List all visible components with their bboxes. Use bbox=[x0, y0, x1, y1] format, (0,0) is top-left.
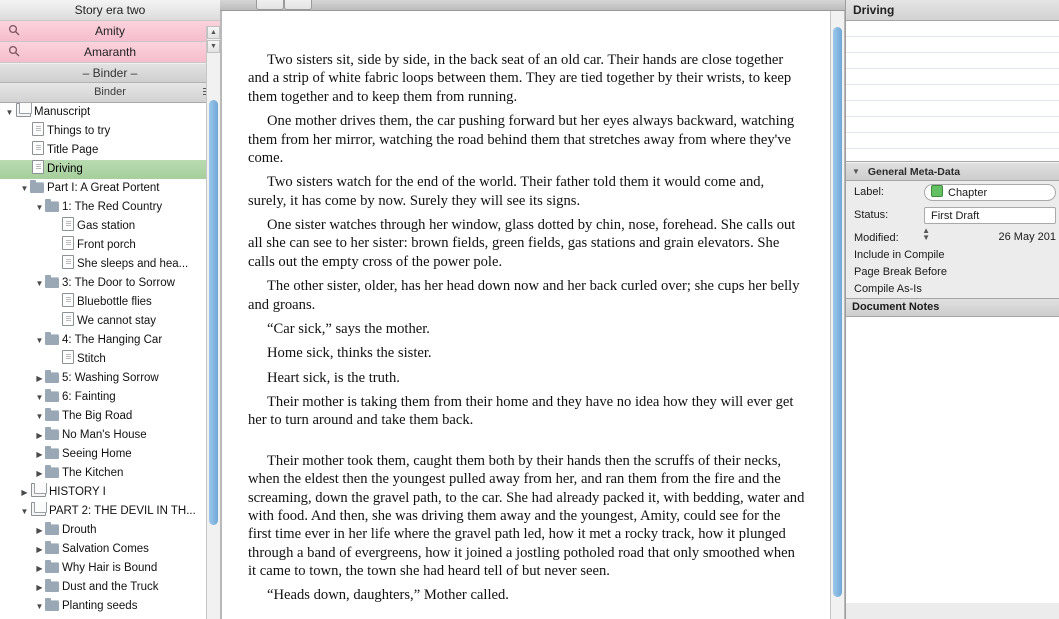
binder-item[interactable] bbox=[0, 179, 206, 198]
binder-item-label: 4: The Hanging Car bbox=[62, 334, 163, 346]
synopsis-field[interactable] bbox=[846, 21, 1059, 162]
manuscript-text[interactable] bbox=[222, 11, 831, 605]
binder-item[interactable] bbox=[0, 217, 206, 236]
disclosure-triangle-down-icon[interactable]: ▼ bbox=[35, 412, 44, 421]
folder-icon bbox=[45, 372, 59, 383]
binder-item-label: Seeing Home bbox=[62, 448, 132, 460]
document-notes-field[interactable] bbox=[846, 317, 1059, 603]
disclosure-spacer bbox=[19, 122, 30, 141]
doc-icon bbox=[32, 122, 44, 136]
binder-item[interactable] bbox=[0, 559, 206, 578]
disclosure-triangle-right-icon[interactable]: ▶ bbox=[36, 431, 43, 440]
disclosure-spacer bbox=[49, 236, 60, 255]
editor-pane bbox=[220, 0, 845, 619]
editor-view-button[interactable] bbox=[284, 0, 312, 10]
folder-icon bbox=[45, 581, 59, 592]
disclosure-spacer bbox=[49, 312, 60, 331]
doc-icon bbox=[62, 255, 74, 269]
disclosure-spacer bbox=[49, 350, 60, 369]
disclosure-triangle-right-icon[interactable]: ▶ bbox=[36, 564, 43, 573]
binder-item[interactable] bbox=[0, 540, 206, 559]
doc-icon bbox=[62, 236, 74, 250]
compile-as-is-label: Compile As-Is bbox=[854, 283, 922, 295]
disclosure-triangle-right-icon[interactable]: ▶ bbox=[21, 488, 28, 497]
binder-item[interactable] bbox=[0, 103, 206, 122]
editor-header-bar bbox=[220, 0, 845, 11]
binder-item[interactable] bbox=[0, 274, 206, 293]
disclosure-triangle-down-icon[interactable]: ▼ bbox=[35, 279, 44, 288]
status-field-label: Status: bbox=[854, 209, 889, 221]
binder-item-label: Driving bbox=[47, 163, 83, 175]
binder-header bbox=[0, 83, 220, 103]
collection-label: Amity bbox=[95, 24, 125, 38]
folder-icon bbox=[30, 182, 44, 193]
doc-icon bbox=[32, 160, 44, 174]
binder-item[interactable] bbox=[0, 483, 206, 502]
collection-row-story-era-two[interactable] bbox=[0, 0, 220, 21]
binder-item-label: Bluebottle flies bbox=[77, 296, 152, 308]
binder-item-label: Drouth bbox=[62, 524, 97, 536]
binder-item[interactable] bbox=[0, 312, 206, 331]
disclosure-triangle-icon[interactable]: ▼ bbox=[852, 167, 860, 176]
doc-icon bbox=[62, 293, 74, 307]
label-value-dropdown[interactable] bbox=[924, 184, 1056, 201]
binder-item[interactable] bbox=[0, 445, 206, 464]
editor-scrollbar[interactable] bbox=[830, 11, 844, 619]
binder-divider-label: – Binder – bbox=[82, 66, 138, 80]
include-in-compile-label: Include in Compile bbox=[854, 249, 945, 261]
general-metadata-header[interactable] bbox=[846, 162, 1059, 181]
binder-item[interactable] bbox=[0, 369, 206, 388]
disclosure-triangle-down-icon[interactable]: ▼ bbox=[35, 336, 44, 345]
disclosure-triangle-down-icon[interactable]: ▼ bbox=[5, 108, 14, 117]
editor-page[interactable] bbox=[222, 11, 831, 619]
folder-icon bbox=[45, 600, 59, 611]
binder-divider[interactable] bbox=[0, 63, 220, 83]
page-break-before-checkbox[interactable] bbox=[846, 264, 1059, 281]
binder-item-label: HISTORY I bbox=[49, 486, 106, 498]
binder-item-label: 5: Washing Sorrow bbox=[62, 372, 159, 384]
binder-item[interactable] bbox=[0, 198, 206, 217]
general-metadata-label: General Meta-Data bbox=[867, 166, 961, 178]
scroll-up-arrow[interactable]: ▲ bbox=[207, 26, 220, 39]
binder-item-label: Salvation Comes bbox=[62, 543, 149, 555]
compile-as-is-checkbox[interactable] bbox=[846, 281, 1059, 298]
binder-item-label: 6: Fainting bbox=[62, 391, 116, 403]
doc-icon bbox=[62, 312, 74, 326]
disclosure-triangle-right-icon[interactable]: ▶ bbox=[36, 469, 43, 478]
disclosure-spacer bbox=[49, 217, 60, 236]
binder-item-label: 1: The Red Country bbox=[62, 201, 163, 213]
page-break-before-label: Page Break Before bbox=[854, 266, 947, 278]
disclosure-triangle-down-icon[interactable]: ▼ bbox=[20, 184, 29, 193]
collection-label: Story era two bbox=[74, 3, 146, 17]
collection-row-amity[interactable] bbox=[0, 21, 220, 42]
binder-item-label: We cannot stay bbox=[77, 315, 157, 327]
doc-icon bbox=[62, 350, 74, 364]
paragraph: The other sister, older, has her head down now and her back curled over; she cups her belly and groans. bbox=[248, 278, 800, 313]
binder-item-label: Part I: A Great Portent bbox=[47, 182, 160, 194]
folder-icon bbox=[45, 429, 59, 440]
binder-item[interactable] bbox=[0, 578, 206, 597]
editor-scroll-thumb[interactable] bbox=[833, 27, 842, 597]
binder-item-label: Why Hair is Bound bbox=[62, 562, 158, 574]
binder-item-label: 3: The Door to Sorrow bbox=[62, 277, 175, 289]
paragraph: One mother drives them, the car pushing forward but her eyes always backward, watching them from her mirror, watching the road behind them that stretches away from where they've come. bbox=[248, 113, 795, 166]
include-in-compile-checkbox[interactable] bbox=[846, 247, 1059, 264]
disclosure-triangle-right-icon[interactable]: ▶ bbox=[36, 526, 43, 535]
folder-icon bbox=[45, 410, 59, 421]
collection-label: Amaranth bbox=[83, 45, 137, 59]
stack-icon bbox=[31, 483, 46, 497]
paragraph: Their mother is taking them from their home and they have no idea how they will ever get her to turn around and take them back. bbox=[248, 394, 794, 429]
disclosure-spacer bbox=[19, 160, 30, 179]
doc-icon bbox=[32, 141, 44, 155]
stack-icon bbox=[16, 103, 31, 117]
binder-item[interactable] bbox=[0, 160, 206, 179]
folder-icon bbox=[45, 277, 59, 288]
sidebar-scrollbar[interactable] bbox=[206, 26, 220, 619]
binder-item[interactable] bbox=[0, 141, 206, 160]
search-icon bbox=[8, 24, 21, 37]
scroll-down-arrow[interactable]: ▼ bbox=[207, 40, 220, 53]
binder-header-label: Binder bbox=[94, 86, 126, 98]
binder-item-label: Gas station bbox=[77, 220, 136, 232]
disclosure-spacer bbox=[49, 293, 60, 312]
binder-item[interactable] bbox=[0, 293, 206, 312]
binder-item-label: Things to try bbox=[47, 125, 111, 137]
disclosure-triangle-right-icon[interactable]: ▶ bbox=[36, 450, 43, 459]
paragraph: Two sisters sit, side by side, in the back seat of an old car. Their hands are close together and a strip of white fabric loops between them. They are tied together by their wrists, to keep them together and to keep them from running. bbox=[248, 52, 792, 105]
binder-sidebar bbox=[0, 0, 220, 619]
disclosure-spacer bbox=[49, 255, 60, 274]
folder-icon bbox=[45, 524, 59, 535]
paragraph: Their mother took them, caught them both by their hands then the scruffs of their necks, when the eldest then the youngest pulled away from her, and ran them from the fire and the screaming, down the gravel path, to the car. She had already packed it, with bedding, water and with food. And then, she was driving them away and the youngest, Amity, could see for the first time ever in her life where the gravel path led, how it met a rocky track, how it plunged through a band of evergreens, how it joined a jostling potholed road that only smoothed when it came to town, the town she had heard tell of but never seen. bbox=[248, 452, 805, 579]
binder-item-label: PART 2: THE DEVIL IN TH... bbox=[49, 505, 196, 517]
disclosure-triangle-right-icon[interactable]: ▶ bbox=[36, 374, 43, 383]
document-notes-label: Document Notes bbox=[852, 301, 940, 313]
paragraph: “Heads down, daughters,” Mother called. bbox=[267, 587, 509, 604]
folder-icon bbox=[45, 201, 59, 212]
disclosure-triangle-down-icon[interactable]: ▼ bbox=[35, 393, 44, 402]
folder-icon bbox=[45, 562, 59, 573]
binder-item[interactable] bbox=[0, 331, 206, 350]
status-value: First Draft bbox=[931, 210, 980, 222]
label-field-label: Label: bbox=[854, 186, 884, 198]
status-value-dropdown[interactable] bbox=[924, 207, 1056, 224]
inspector-pane bbox=[845, 0, 1059, 619]
paragraph: “Car sick,” says the mother. bbox=[267, 320, 430, 337]
disclosure-spacer bbox=[19, 141, 30, 160]
binder-item-label: Planting seeds bbox=[62, 600, 138, 612]
folder-icon bbox=[45, 334, 59, 345]
binder-item-label: Dust and the Truck bbox=[62, 581, 159, 593]
label-color-swatch bbox=[931, 185, 943, 197]
binder-item-label: Stitch bbox=[77, 353, 106, 365]
binder-item[interactable] bbox=[0, 521, 206, 540]
search-icon bbox=[8, 45, 21, 58]
paragraph: One sister watches through her window, glass dotted by chin, nose, forehead. She calls out all she can see to her sister: brown fields, green fields, gas stations and grain elevators. She calls out the empty cross of the power pole. bbox=[248, 217, 796, 270]
binder-item-label: She sleeps and hea... bbox=[77, 258, 189, 270]
modified-row bbox=[846, 227, 1059, 247]
binder-item-label: Manuscript bbox=[34, 106, 91, 118]
binder-item[interactable] bbox=[0, 464, 206, 483]
label-value: Chapter bbox=[948, 187, 988, 199]
modified-value: 26 May 201 bbox=[998, 231, 1056, 243]
binder-item[interactable] bbox=[0, 236, 206, 255]
folder-icon bbox=[45, 391, 59, 402]
doc-icon bbox=[62, 217, 74, 231]
disclosure-triangle-right-icon[interactable]: ▶ bbox=[36, 545, 43, 554]
sidebar-scroll-thumb[interactable] bbox=[209, 100, 218, 525]
paragraph: Heart sick, is the truth. bbox=[267, 369, 400, 386]
paragraph: Home sick, thinks the sister. bbox=[267, 345, 432, 362]
binder-item[interactable] bbox=[0, 407, 206, 426]
binder-item[interactable] bbox=[0, 350, 206, 369]
binder-tree[interactable] bbox=[0, 103, 206, 619]
disclosure-triangle-down-icon[interactable]: ▼ bbox=[35, 203, 44, 212]
binder-item[interactable] bbox=[0, 122, 206, 141]
binder-item-label: Front porch bbox=[77, 239, 136, 251]
binder-item[interactable] bbox=[0, 255, 206, 274]
folder-icon bbox=[45, 467, 59, 478]
collection-row-amaranth[interactable] bbox=[0, 42, 220, 63]
disclosure-triangle-down-icon[interactable]: ▼ bbox=[20, 507, 29, 516]
binder-item[interactable] bbox=[0, 597, 206, 616]
binder-item[interactable] bbox=[0, 502, 206, 521]
modified-stepper-icon[interactable]: ▲ ▼ bbox=[922, 226, 931, 242]
stack-icon bbox=[31, 502, 46, 516]
folder-icon bbox=[45, 543, 59, 554]
binder-item-label: The Kitchen bbox=[62, 467, 124, 479]
status-row bbox=[846, 204, 1059, 227]
label-row bbox=[846, 181, 1059, 204]
modified-field-label: Modified: bbox=[854, 232, 899, 244]
editor-back-button[interactable] bbox=[256, 0, 284, 10]
document-notes-header[interactable] bbox=[846, 298, 1059, 317]
paragraph: Two sisters watch for the end of the world. Their father told them it would come and, surely, it has come by now. Surely they will see its signs. bbox=[248, 174, 765, 209]
binder-item-label: The Big Road bbox=[62, 410, 133, 422]
folder-icon bbox=[45, 448, 59, 459]
binder-item[interactable] bbox=[0, 426, 206, 445]
binder-item-label: Title Page bbox=[47, 144, 99, 156]
inspector-document-title: Driving bbox=[846, 0, 1059, 21]
disclosure-triangle-right-icon[interactable]: ▶ bbox=[36, 583, 43, 592]
binder-item-label: No Man's House bbox=[62, 429, 147, 441]
disclosure-triangle-down-icon[interactable]: ▼ bbox=[35, 602, 44, 611]
binder-item[interactable] bbox=[0, 388, 206, 407]
